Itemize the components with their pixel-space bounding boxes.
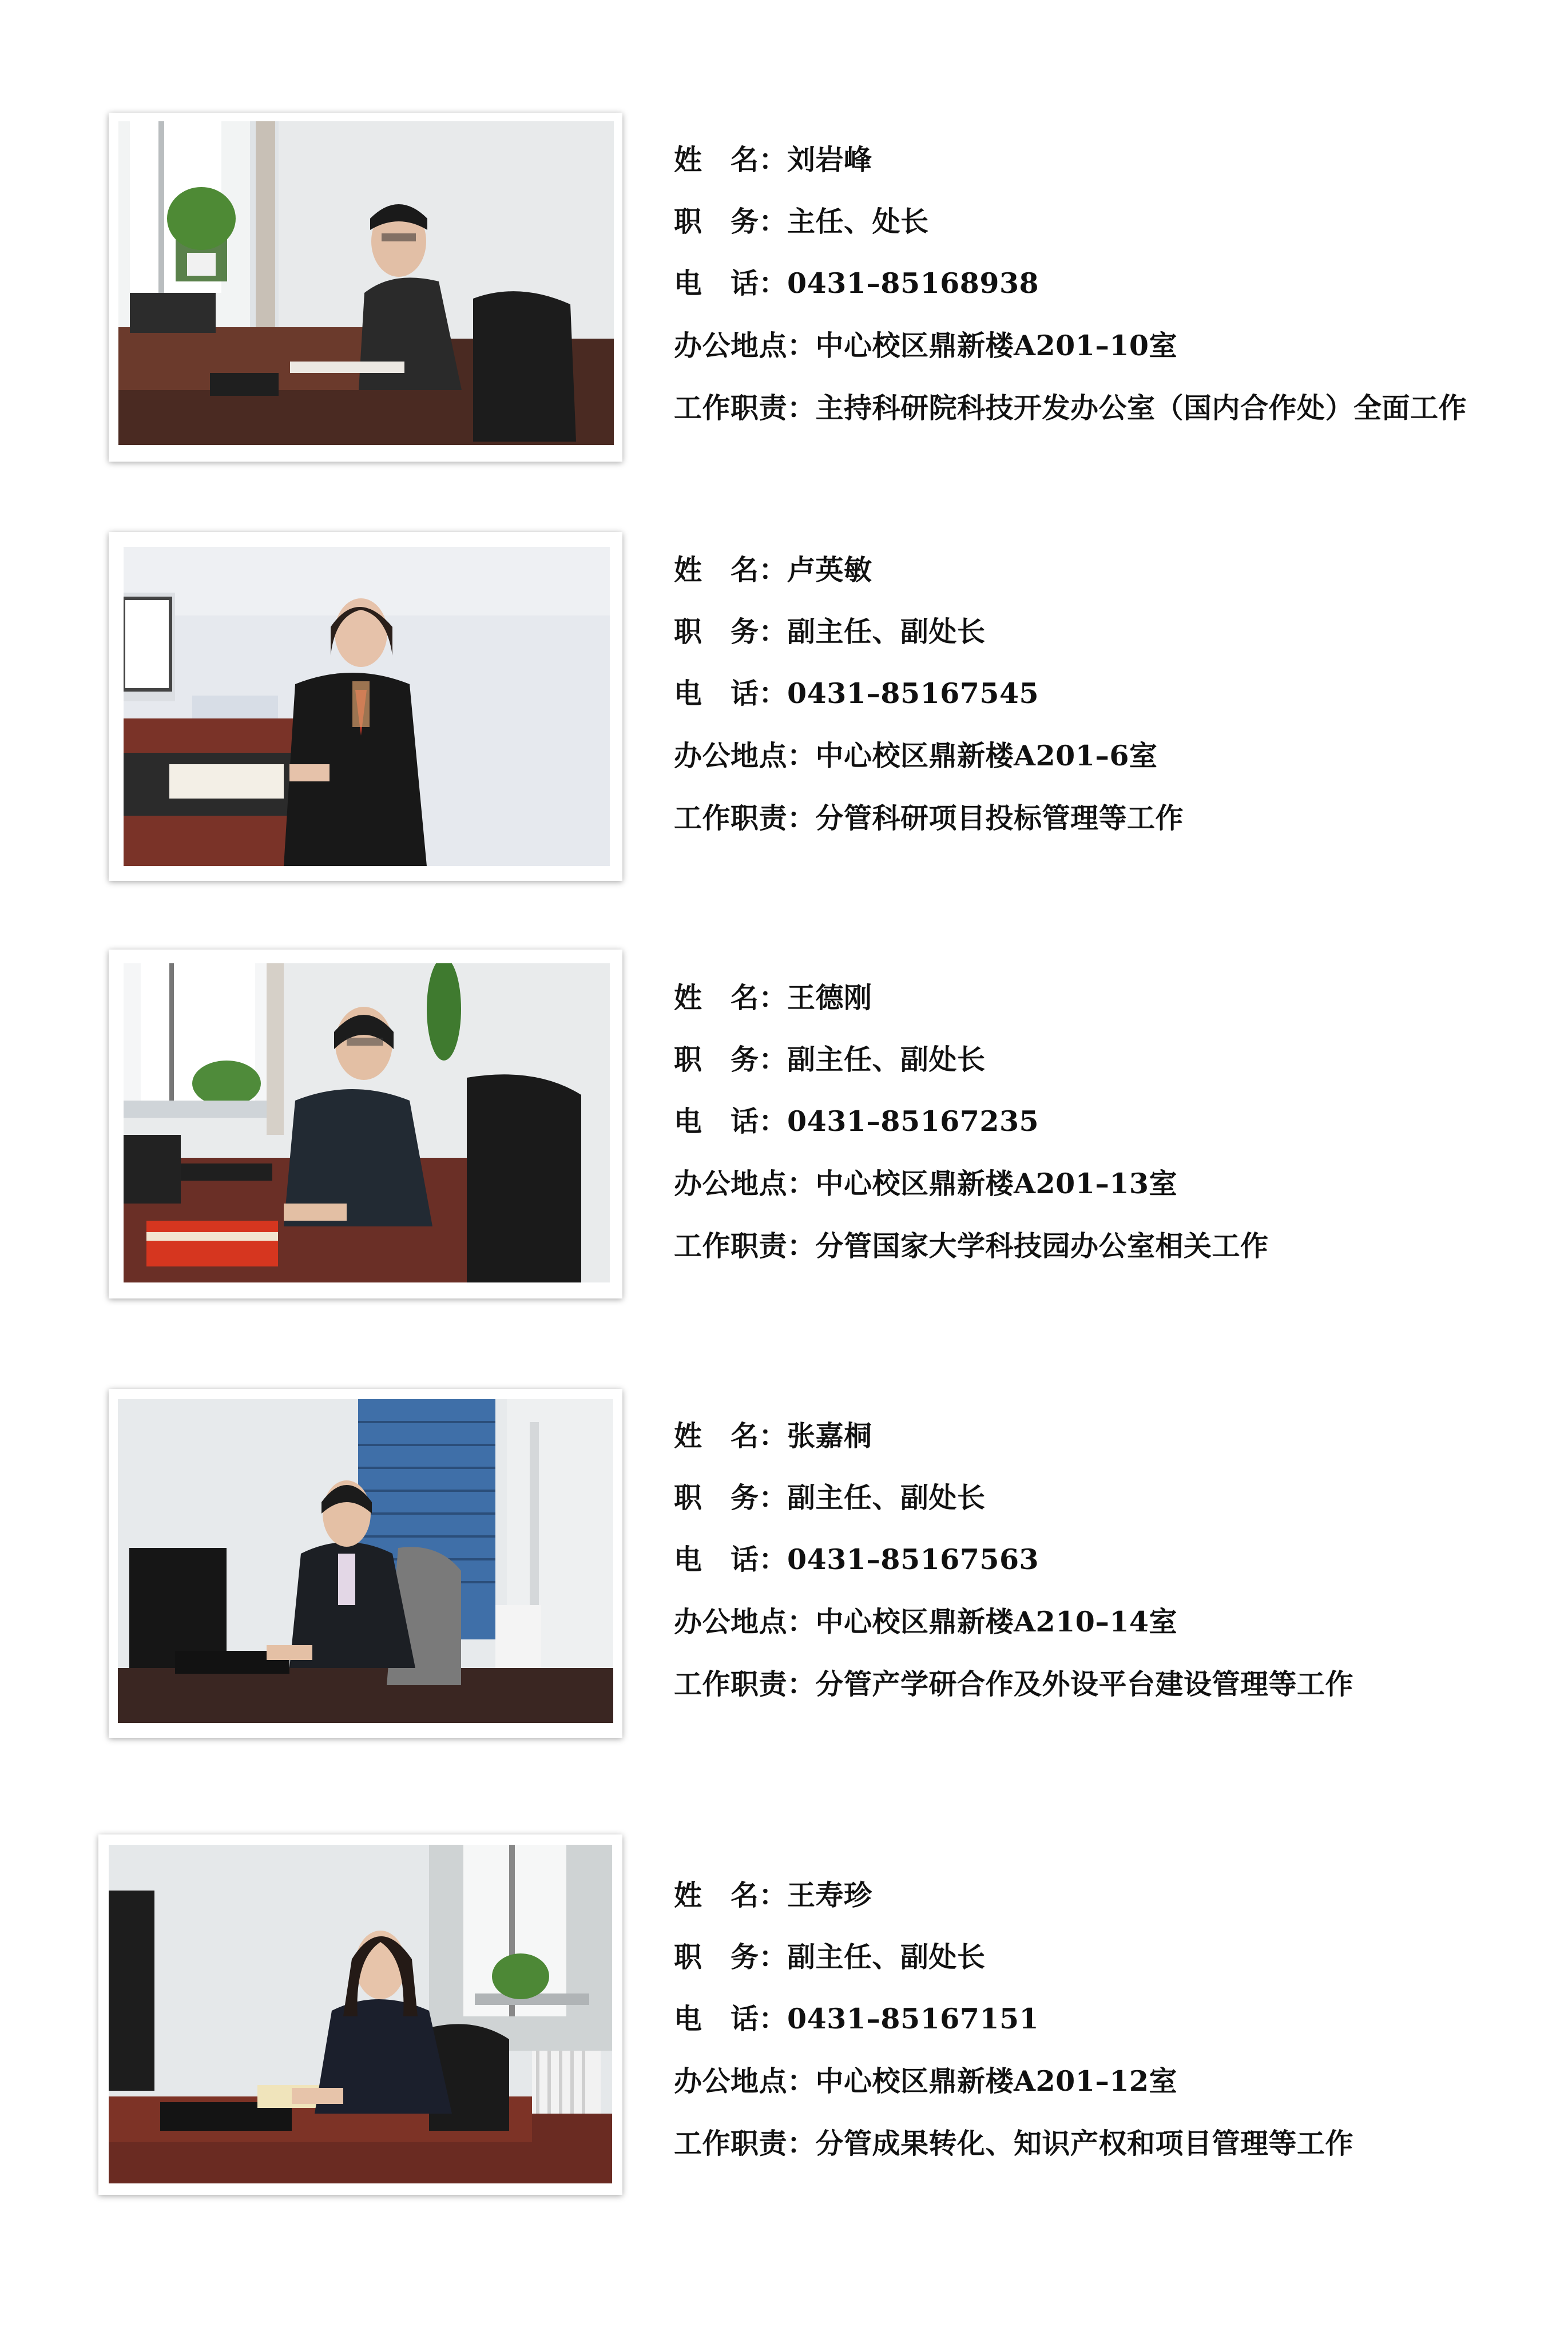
staff-photo: [124, 963, 610, 1282]
title-value: 副主任、副处长: [787, 1940, 986, 1973]
phone-label: 电 话：: [674, 1543, 788, 1576]
office-value: 中心校区鼎新楼A201–13室: [815, 1167, 1178, 1200]
phone-line: [674, 1542, 1039, 1576]
office-value: 中心校区鼎新楼A210–14室: [815, 1605, 1178, 1638]
title-label: 职 务：: [674, 1481, 788, 1514]
name-value: 王德刚: [787, 981, 872, 1014]
duties-value: 分管成果转化、知识产权和项目管理等工作: [815, 2127, 1354, 2160]
name-label: 姓 名：: [674, 1419, 788, 1452]
phone-label: 电 话：: [674, 1105, 788, 1138]
phone-line: [674, 266, 1039, 300]
duties-label: 工作职责：: [674, 801, 816, 835]
duties-line: [674, 801, 1184, 835]
office-label: 办公地点：: [674, 329, 816, 362]
phone-value: 0431–85168938: [787, 267, 1039, 300]
name-line: [674, 1878, 872, 1912]
name-value: 王寿珍: [787, 1879, 872, 1912]
name-line: [674, 1419, 872, 1453]
office-value: 中心校区鼎新楼A201–12室: [815, 2064, 1178, 2098]
duties-line: [674, 391, 1467, 425]
phone-value: 0431–85167563: [787, 1543, 1039, 1576]
duties-line: [674, 1667, 1353, 1701]
title-line: [674, 1940, 986, 1974]
staff-photo: [109, 1845, 612, 2183]
name-value: 刘岩峰: [787, 143, 872, 176]
duties-label: 工作职责：: [674, 1667, 816, 1701]
title-line: [674, 204, 929, 239]
office-value: 中心校区鼎新楼A201–6室: [815, 739, 1158, 772]
staff-photo: [118, 121, 614, 445]
name-line: [674, 980, 872, 1015]
title-label: 职 务：: [674, 1940, 788, 1973]
title-value: 主任、处长: [787, 205, 929, 238]
phone-label: 电 话：: [674, 2002, 788, 2035]
office-line: [674, 328, 1177, 363]
title-value: 副主任、副处长: [787, 1043, 986, 1076]
phone-label: 电 话：: [674, 677, 788, 710]
title-line: [674, 1042, 986, 1077]
office-line: [674, 1166, 1177, 1201]
duties-label: 工作职责：: [674, 1229, 816, 1262]
staff-photo: [124, 547, 610, 866]
phone-line: [674, 2002, 1039, 2036]
title-value: 副主任、副处长: [787, 615, 986, 648]
title-line: [674, 614, 986, 649]
duties-label: 工作职责：: [674, 2127, 816, 2160]
title-line: [674, 1480, 986, 1515]
duties-value: 分管科研项目投标管理等工作: [815, 801, 1184, 835]
duties-label: 工作职责：: [674, 391, 816, 424]
name-line: [674, 553, 872, 587]
duties-value: 主持科研院科技开发办公室（国内合作处）全面工作: [815, 391, 1467, 424]
name-value: 卢英敏: [787, 553, 872, 586]
name-label: 姓 名：: [674, 553, 788, 586]
name-label: 姓 名：: [674, 143, 788, 176]
phone-label: 电 话：: [674, 267, 788, 300]
phone-value: 0431–85167151: [787, 2002, 1039, 2035]
phone-value: 0431–85167545: [787, 677, 1039, 710]
office-label: 办公地点：: [674, 1605, 816, 1638]
name-value: 张嘉桐: [787, 1419, 872, 1452]
title-value: 副主任、副处长: [787, 1481, 986, 1514]
duties-value: 分管产学研合作及外设平台建设管理等工作: [815, 1667, 1354, 1701]
phone-value: 0431–85167235: [787, 1105, 1039, 1138]
office-label: 办公地点：: [674, 1167, 816, 1200]
name-label: 姓 名：: [674, 981, 788, 1014]
office-line: [674, 1605, 1177, 1639]
office-value: 中心校区鼎新楼A201–10室: [815, 329, 1178, 362]
office-label: 办公地点：: [674, 2064, 816, 2098]
name-label: 姓 名：: [674, 1879, 788, 1912]
title-label: 职 务：: [674, 1043, 788, 1076]
office-label: 办公地点：: [674, 739, 816, 772]
phone-line: [674, 1104, 1039, 1138]
name-line: [674, 142, 872, 177]
title-label: 职 务：: [674, 205, 788, 238]
office-line: [674, 738, 1157, 773]
title-label: 职 务：: [674, 615, 788, 648]
duties-line: [674, 1229, 1269, 1263]
duties-value: 分管国家大学科技园办公室相关工作: [815, 1229, 1269, 1262]
staff-photo: [118, 1399, 613, 1723]
phone-line: [674, 676, 1039, 710]
office-line: [674, 2064, 1177, 2098]
duties-line: [674, 2126, 1353, 2161]
